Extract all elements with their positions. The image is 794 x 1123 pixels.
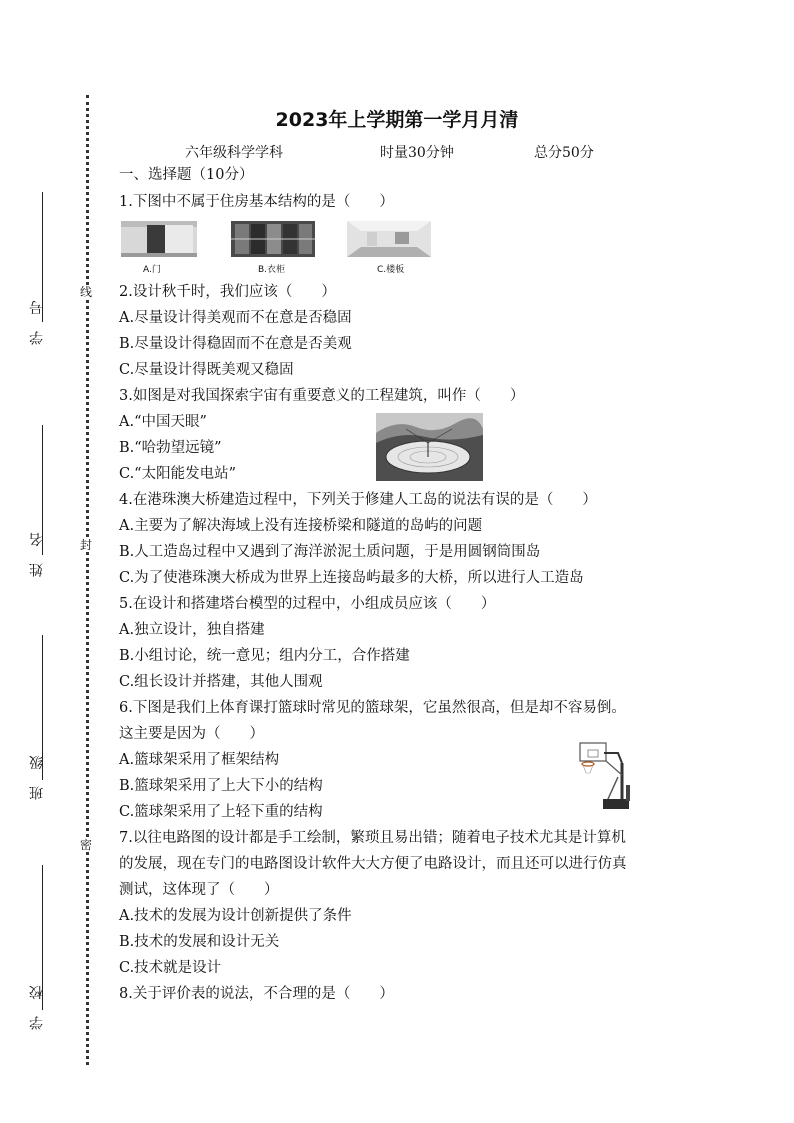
q2-stem: 2.设计秋千时，我们应该（ ）	[119, 284, 336, 300]
q5-option-c: C.组长设计并搭建，其他人围观	[119, 674, 323, 690]
wardrobe-image	[231, 221, 315, 261]
q5-option-a: A.独立设计，独自搭建	[119, 622, 265, 638]
floor-slab-image	[347, 221, 431, 261]
q7-stem-line1: 7.以往电路图的设计都是手工绘制，繁琐且易出错；随着电子技术尤其是计算机	[119, 830, 626, 846]
q2-option-a: A.尽量设计得美观而不在意是否稳固	[119, 310, 352, 326]
q2-option-c: C.尽量设计得既美观又稳固	[119, 362, 294, 378]
q6-option-a: A.篮球架采用了框架结构	[119, 752, 280, 768]
basketball-stand-image	[578, 741, 636, 817]
seal-char-mi: 密	[76, 838, 96, 852]
class-label: 班 级	[29, 749, 45, 801]
q4-stem: 4.在港珠澳大桥建造过程中，下列关于修建人工岛的说法有误的是（ ）	[119, 492, 597, 508]
q6-stem-line2: 这主要是因为（ ）	[119, 726, 264, 742]
q4-option-b: B.人工造岛过程中又遇到了海洋淤泥土质问题，于是用圆钢筒围岛	[119, 544, 541, 560]
q6-stem-line1: 6.下图是我们上体育课打篮球时常见的篮球架，它虽然很高，但是却不容易倒。	[119, 700, 626, 716]
q1-stem: 1.下图中不属于住房基本结构的是（ ）	[119, 194, 394, 210]
q7-stem-line3: 测试，这体现了（ ）	[119, 882, 279, 898]
exam-title: 2023年上学期第一学月月清	[275, 109, 519, 131]
fast-telescope-image	[376, 413, 483, 485]
q1-caption-b: B.衣柜	[258, 265, 286, 275]
door-image	[121, 221, 197, 261]
q7-option-a: A.技术的发展为设计创新提供了条件	[119, 908, 352, 924]
section-heading: 一、选择题（10分）	[119, 167, 254, 183]
q7-option-c: C.技术就是设计	[119, 960, 222, 976]
q1-caption-c: C.楼板	[377, 265, 405, 275]
q6-option-b: B.篮球架采用了上大下小的结构	[119, 778, 323, 794]
exam-time: 时量30分钟	[380, 145, 454, 161]
q5-option-b: B.小组讨论，统一意见；组内分工，合作搭建	[119, 648, 410, 664]
q4-option-a: A.主要为了解决海域上没有连接桥梁和隧道的岛屿的问题	[119, 518, 483, 534]
seal-char-feng: 封	[76, 538, 96, 552]
class-line	[42, 635, 43, 780]
q1-caption-a: A.门	[143, 265, 161, 275]
q7-stem-line2: 的发展，现在专门的电路图设计软件大大方便了电路设计，而且还可以进行仿真	[119, 856, 627, 872]
q5-stem: 5.在设计和搭建塔台模型的过程中，小组成员应该（ ）	[119, 596, 496, 612]
q3-option-c: C.“太阳能发电站”	[119, 466, 237, 482]
q3-option-b: B.“哈勃望远镜”	[119, 440, 222, 456]
q3-stem: 3.如图是对我国探索宇宙有重要意义的工程建筑，叫作（ ）	[119, 388, 525, 404]
q4-option-c: C.为了使港珠澳大桥成为世界上连接岛屿最多的大桥，所以进行人工造岛	[119, 570, 584, 586]
grade-subject: 六年级科学学科	[185, 145, 283, 161]
student-no-line	[42, 192, 43, 322]
seal-dotted-line	[86, 95, 89, 1065]
q7-option-b: B.技术的发展和设计无关	[119, 934, 280, 950]
name-line	[42, 425, 43, 555]
student-no-label: 学 号	[29, 294, 45, 346]
q2-option-b: B.尽量设计得稳固而不在意是否美观	[119, 336, 352, 352]
q6-option-c: C.篮球架采用了上轻下重的结构	[119, 804, 323, 820]
seal-char-xian: 线	[76, 285, 96, 299]
q8-stem: 8.关于评价表的说法，不合理的是（ ）	[119, 986, 394, 1002]
exam-score: 总分50分	[534, 145, 594, 161]
q3-option-a: A.“中国天眼”	[119, 414, 207, 430]
school-line	[42, 865, 43, 1010]
name-label: 姓 名	[29, 526, 45, 578]
school-label: 学 校	[29, 979, 45, 1031]
